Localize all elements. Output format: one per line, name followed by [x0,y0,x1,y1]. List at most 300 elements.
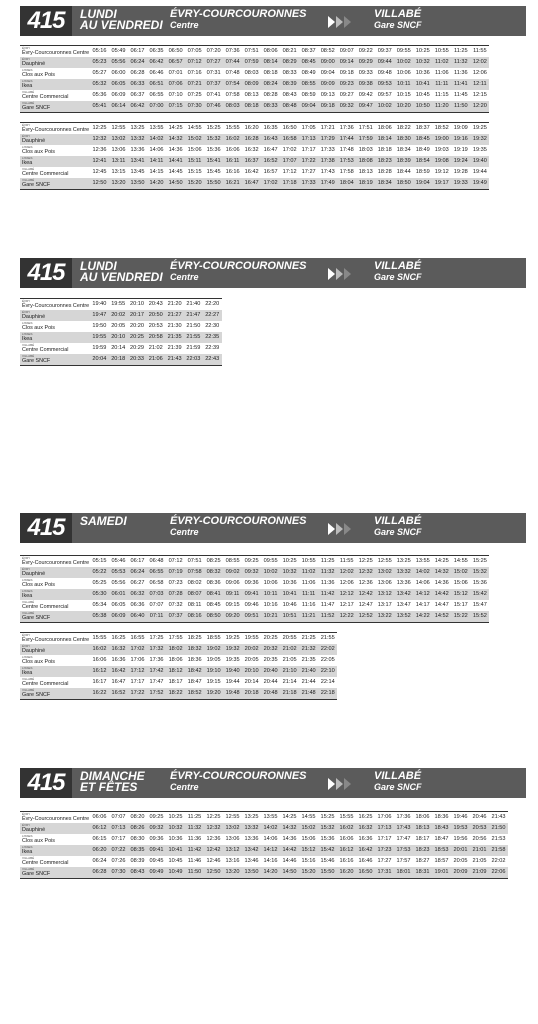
departure-time: 10:32 [413,57,432,68]
departure-time: 13:06 [111,147,126,153]
departure-time: 13:36 [130,147,145,153]
departure-time: 13:06 [377,580,392,586]
departure-time: 08:50 [204,611,223,623]
timetable-row [20,90,489,101]
stop-name: Ikea [22,336,33,342]
departure-time: 17:32 [147,644,166,655]
stop-city: ÉVRY [22,299,31,303]
departure-time: 16:02 [90,644,109,655]
timetable-row [20,343,222,354]
departure-time: 18:12 [166,666,185,677]
departure-time: 09:29 [356,57,375,68]
departure-time: 15:55 [90,633,109,645]
departure-time: 07:48 [225,70,240,76]
departure-time: 17:36 [337,123,356,135]
departure-time: 15:06 [453,580,468,586]
departure-time: 14:36 [282,836,297,842]
departure-time: 06:14 [109,101,128,113]
departure-time: 17:05 [299,123,318,135]
departure-time: 07:07 [109,812,128,824]
departure-time: 08:30 [130,836,145,842]
departure-time: 17:47 [149,679,164,685]
departure-time: 11:06 [434,70,449,76]
timetable-row [20,310,222,321]
departure-time: 13:22 [375,611,394,623]
timetable-row [20,578,489,589]
departure-time: 15:50 [318,867,337,879]
departure-time: 14:02 [413,567,432,578]
departure-time: 17:27 [377,858,392,864]
departure-time: 12:17 [339,602,354,608]
departure-time: 13:36 [244,836,259,842]
stop-name: Clos aux Pois [22,149,55,155]
departure-time: 19:25 [223,633,242,645]
departure-time: 14:06 [415,580,430,586]
departure-time: 14:32 [432,567,451,578]
stop-cell [20,123,90,135]
departure-time: 15:06 [187,147,202,153]
timetable-row [20,600,489,611]
departure-time: 08:48 [280,101,299,113]
departure-time: 13:32 [394,567,413,578]
departure-time: 19:44 [225,679,240,685]
timetable-row [20,79,489,90]
departure-time: 06:05 [109,79,128,90]
departure-time: 20:14 [244,679,259,685]
departure-time: 14:20 [147,178,166,190]
timetable-row [20,123,489,135]
departure-time: 06:09 [109,611,128,623]
stop-city: ÉVRY [22,123,31,127]
departure-time: 06:37 [130,92,145,98]
departure-time: 11:52 [318,611,337,623]
line-number: 415 [20,6,72,36]
departure-time: 16:50 [356,867,375,879]
departure-time: 08:33 [282,70,297,76]
departure-time: 06:06 [90,812,109,824]
departure-time: 05:56 [109,57,128,68]
line-number: 415 [20,513,72,543]
departure-time: 21:10 [280,666,299,677]
departure-time: 10:20 [394,101,413,113]
origin [170,261,307,283]
departure-time: 11:50 [185,867,204,879]
departure-time: 14:06 [263,836,278,842]
departure-time: 14:02 [261,823,280,834]
departure-time: 17:17 [377,836,392,842]
departure-time: 16:37 [242,156,261,167]
stop-city: ÉVRY [22,823,31,827]
stop-name: Évry-Courcouronnes Centre [22,50,90,56]
departure-time: 07:30 [185,101,204,113]
stop-cell [20,867,90,879]
departure-time: 08:43 [128,867,147,879]
stop-cell [20,589,90,600]
departure-time: 09:32 [242,567,261,578]
timetable-row [20,46,489,58]
departure-time: 10:41 [413,79,432,90]
departure-time: 09:04 [320,70,335,76]
origin-sub: Centre [170,20,199,30]
departure-time: 06:00 [111,70,126,76]
departure-time: 08:41 [204,589,223,600]
departure-time: 14:22 [413,611,432,623]
departure-time: 18:34 [396,147,411,153]
departure-time: 07:22 [109,845,128,856]
departure-time: 12:20 [470,101,489,113]
departure-time: 14:42 [280,845,299,856]
stop-city: VILLABÉ [22,167,35,171]
timetable-row [20,666,337,677]
departure-time: 14:42 [432,589,451,600]
departure-time: 18:25 [185,633,204,645]
departure-time: 19:47 [90,310,109,321]
departure-time: 08:35 [128,845,147,856]
departure-time: 11:41 [451,79,470,90]
departure-time: 07:32 [168,602,183,608]
departure-time: 20:55 [280,633,299,645]
departure-time: 19:08 [432,156,451,167]
departure-time: 09:44 [375,57,394,68]
departure-time: 12:06 [472,70,487,76]
departure-time: 13:25 [128,123,147,135]
departure-time: 15:12 [451,589,470,600]
service-days-line: LUNDI [80,7,117,21]
departure-time: 05:38 [90,611,109,623]
stop-name: Évry-Courcouronnes Centre [22,637,90,643]
service-days-line: AU VENDREDI [80,18,163,32]
departure-time: 17:06 [375,812,394,824]
stop-cell [20,145,90,156]
departure-time: 16:28 [242,134,261,145]
departure-time: 15:47 [472,602,487,608]
departure-time: 18:17 [415,836,430,842]
departure-time: 19:44 [472,169,487,175]
destination [374,771,422,793]
departure-time: 11:36 [187,836,202,842]
stop-city: LISSES [22,321,33,325]
departure-time: 19:40 [90,299,109,311]
timetable-row [20,332,222,343]
departure-time: 18:49 [415,147,430,153]
departure-time: 21:02 [148,345,163,351]
departure-time: 19:35 [225,657,240,663]
departure-time: 08:16 [185,611,204,623]
departure-time: 09:55 [394,46,413,58]
departure-time: 15:36 [206,147,221,153]
departure-time: 15:12 [299,845,318,856]
departure-time: 08:36 [206,580,221,586]
stop-cell [20,167,90,178]
timetable-row [20,856,508,867]
departure-time: 21:40 [184,299,203,311]
departure-time: 09:04 [299,101,318,113]
stop-cell [20,644,90,655]
departure-time: 21:09 [470,867,489,879]
departure-time: 06:09 [111,92,126,98]
departure-time: 17:23 [375,845,394,856]
departure-time: 06:28 [130,70,145,76]
departure-time: 12:25 [204,812,223,824]
departure-time: 14:16 [263,858,278,864]
departure-time: 11:50 [451,101,470,113]
departure-time: 14:11 [147,156,166,167]
departure-time: 18:59 [415,169,430,175]
departure-time: 06:58 [149,580,164,586]
departure-time: 14:17 [415,602,430,608]
stop-name: Clos aux Pois [22,325,55,331]
departure-time: 11:47 [320,602,335,608]
departure-time: 10:36 [282,580,297,586]
departure-time: 19:01 [432,867,451,879]
departure-time: 09:51 [242,611,261,623]
departure-time: 08:45 [299,57,318,68]
departure-time: 12:25 [90,123,109,135]
departure-time: 16:47 [242,178,261,190]
timetable-row [20,845,508,856]
departure-time: 06:01 [109,589,128,600]
departure-time: 14:25 [280,812,299,824]
stop-city: LISSES [22,156,33,160]
departure-time: 17:13 [375,823,394,834]
departure-time: 10:46 [282,602,297,608]
stop-cell [20,90,90,101]
departure-time: 17:49 [318,178,337,190]
stop-name: Évry-Courcouronnes Centre [22,560,90,566]
departure-time: 18:19 [356,178,375,190]
departure-time: 16:02 [223,134,242,145]
stop-city: LISSES [22,145,33,149]
departure-time: 17:12 [128,666,147,677]
departure-time: 13:11 [109,156,128,167]
departure-time: 08:29 [280,57,299,68]
departure-time: 22:02 [491,858,506,864]
departure-time: 20:18 [109,354,128,366]
departure-time: 07:46 [204,101,223,113]
departure-time: 17:59 [356,134,375,145]
departure-time: 19:25 [470,123,489,135]
timetable-row [20,134,489,145]
departure-time: 05:27 [92,70,107,76]
stop-name: Dauphiné [22,314,46,320]
departure-time: 08:52 [318,46,337,58]
departure-time: 16:52 [261,156,280,167]
departure-time: 20:10 [242,666,261,677]
departure-time: 19:28 [453,169,468,175]
departure-time: 08:39 [280,79,299,90]
departure-time: 18:04 [337,178,356,190]
departure-time: 08:49 [301,70,316,76]
stop-cell [20,688,90,700]
departure-time: 21:14 [282,679,297,685]
timetable-row [20,68,489,79]
departure-time: 19:53 [451,823,470,834]
departure-time: 07:23 [168,580,183,586]
departure-time: 14:52 [432,611,451,623]
destination [374,261,422,283]
stop-name: Centre Commercial [22,171,69,177]
departure-time: 17:27 [301,169,316,175]
departure-time: 17:25 [147,633,166,645]
departure-time: 05:46 [109,556,128,568]
departure-time: 18:54 [413,156,432,167]
stop-city: VILLABÉ [22,101,35,105]
departure-time: 10:02 [261,567,280,578]
stop-name: Ikea [22,670,33,676]
departure-time: 17:47 [396,836,411,842]
departure-time: 07:36 [223,46,242,58]
departure-time: 06:42 [147,57,166,68]
timetable-row [20,867,508,879]
departure-time: 18:14 [375,134,394,145]
departure-time: 10:41 [166,845,185,856]
destination-sub: Gare SNCF [374,20,422,30]
stop-name: Clos aux Pois [22,659,55,665]
timetable-row [20,611,489,623]
timetable-grid [20,122,489,190]
departure-time: 07:07 [149,602,164,608]
departure-time: 22:27 [203,310,222,321]
departure-time: 10:11 [261,589,280,600]
departure-time: 18:45 [413,134,432,145]
departure-time: 12:36 [206,836,221,842]
departure-time: 16:36 [358,836,373,842]
departure-time: 14:46 [282,858,297,864]
departure-time: 16:42 [356,845,375,856]
departure-time: 07:11 [147,611,166,623]
departure-time: 21:55 [184,332,203,343]
departure-time: 15:20 [185,178,204,190]
departure-time: 14:36 [168,147,183,153]
stop-name: Ikea [22,160,33,166]
departure-time: 18:23 [413,845,432,856]
departure-time: 11:42 [185,845,204,856]
departure-time: 08:11 [187,602,202,608]
departure-time: 18:47 [187,679,202,685]
departure-time: 10:02 [394,57,413,68]
departure-time: 06:20 [90,845,109,856]
departure-time: 14:12 [413,589,432,600]
departure-time: 06:42 [128,101,147,113]
departure-time: 15:32 [318,823,337,834]
departure-time: 10:55 [299,556,318,568]
departure-time: 07:51 [185,556,204,568]
departure-time: 21:53 [491,836,506,842]
departure-time: 08:26 [128,823,147,834]
departure-time: 07:13 [109,823,128,834]
departure-time: 18:06 [168,657,183,663]
departure-time: 12:02 [470,57,489,68]
departure-time: 15:36 [320,836,335,842]
departure-time: 08:14 [261,57,280,68]
departure-time: 15:41 [204,156,223,167]
timetable-row [20,812,508,824]
departure-time: 09:11 [223,589,242,600]
departure-time: 17:02 [261,178,280,190]
origin [170,771,307,793]
departure-time: 15:42 [318,845,337,856]
departure-time: 12:22 [337,611,356,623]
departure-time: 06:17 [128,556,147,568]
departure-time: 16:06 [225,147,240,153]
departure-time: 17:58 [339,169,354,175]
service-days-line: AU VENDREDI [80,270,163,284]
departure-time: 15:36 [472,580,487,586]
departure-time: 13:16 [225,858,240,864]
departure-time: 16:06 [339,836,354,842]
departure-time: 18:02 [166,644,185,655]
stop-cell [20,321,90,332]
origin-name: ÉVRY-COURCOURONNES [170,515,307,527]
departure-time: 13:52 [394,611,413,623]
departure-time: 21:32 [299,644,318,655]
departure-time: 22:35 [203,332,222,343]
departure-time: 09:25 [147,812,166,824]
departure-time: 10:21 [261,611,280,623]
departure-time: 07:15 [166,101,185,113]
departure-time: 18:01 [394,867,413,879]
departure-time: 08:21 [280,46,299,58]
departure-time: 19:03 [434,147,449,153]
departure-time: 08:55 [299,79,318,90]
departure-time: 10:36 [168,836,183,842]
departure-time: 15:20 [299,867,318,879]
service-days-line: ET FÊTES [80,780,138,794]
departure-time: 22:39 [205,345,220,351]
stop-city: ÉVRY [22,812,31,816]
departure-time: 05:56 [111,580,126,586]
stop-city: VILLABÉ [22,90,35,94]
departure-time: 20:32 [261,644,280,655]
destination-sub: Gare SNCF [374,527,422,537]
departure-time: 15:45 [206,169,221,175]
departure-time: 12:36 [358,580,373,586]
timetable-header [20,6,526,36]
departure-time: 18:23 [375,156,394,167]
departure-time: 18:43 [432,823,451,834]
departure-time: 17:13 [299,134,318,145]
service-days [80,9,163,31]
departure-time: 10:06 [263,580,278,586]
departure-time: 16:25 [109,633,128,645]
departure-time: 16:20 [337,867,356,879]
departure-time: 14:55 [185,123,204,135]
departure-time: 20:50 [146,310,165,321]
departure-time: 05:16 [90,46,109,58]
departure-time: 07:26 [111,858,126,864]
departure-time: 20:25 [261,633,280,645]
departure-time: 17:18 [280,178,299,190]
departure-time: 05:53 [109,567,128,578]
departure-time: 14:12 [261,845,280,856]
departure-time: 12:32 [204,823,223,834]
departure-time: 10:45 [168,858,183,864]
timetable-row [20,145,489,156]
stop-name: Centre Commercial [22,604,69,610]
departure-time: 18:55 [204,633,223,645]
departure-time: 10:15 [396,92,411,98]
stop-cell [20,677,90,688]
departure-time: 17:17 [301,147,316,153]
departure-time: 17:36 [394,812,413,824]
departure-time: 20:53 [148,323,163,329]
stop-name: Centre Commercial [22,860,69,866]
departure-time: 14:25 [432,556,451,568]
departure-time: 12:42 [204,845,223,856]
departure-time: 17:55 [166,633,185,645]
stop-cell [20,57,90,68]
departure-time: 06:05 [111,602,126,608]
